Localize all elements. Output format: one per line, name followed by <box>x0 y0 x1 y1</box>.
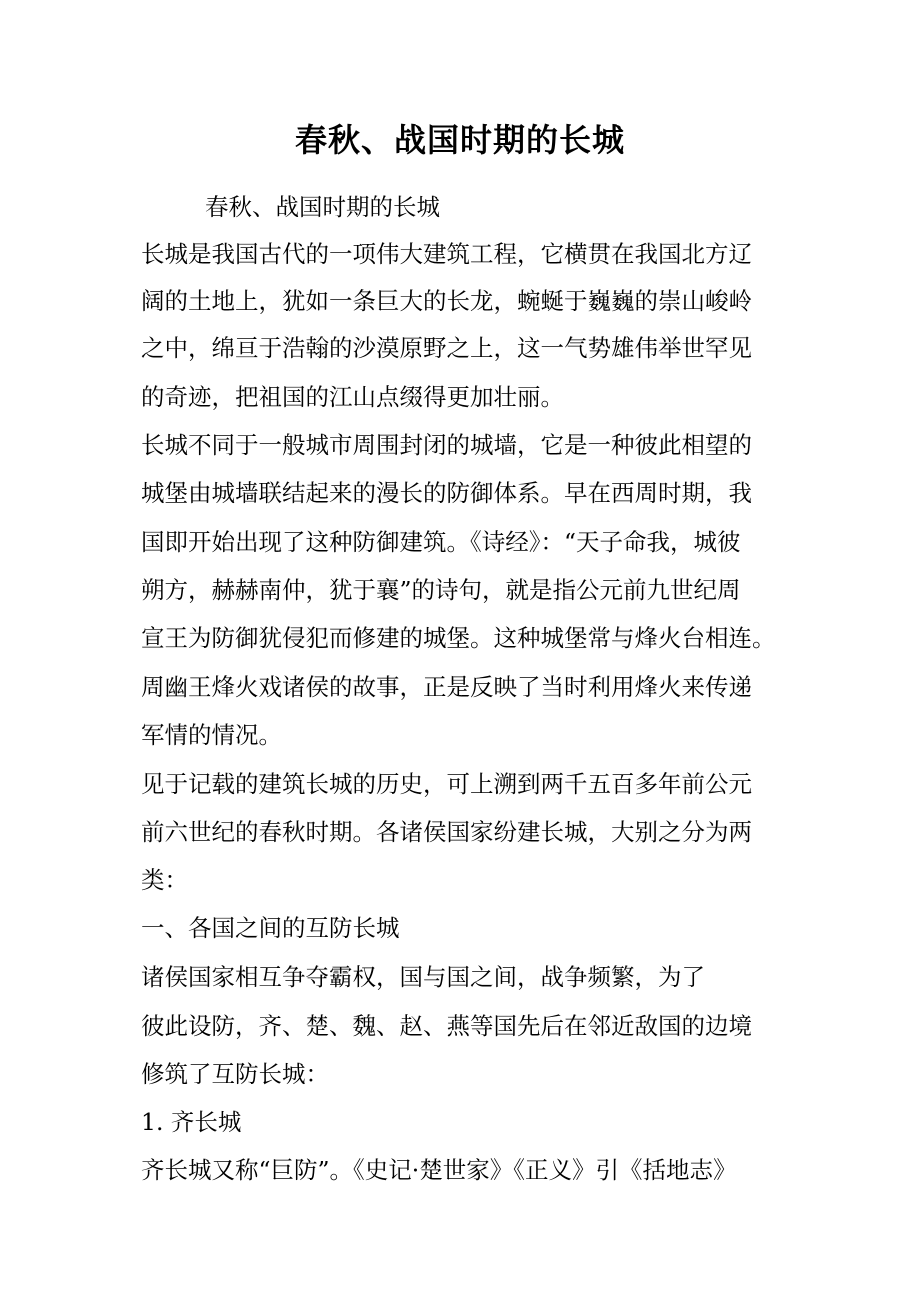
paragraph-line: 彼此设防，齐、楚、魏、赵、燕等国先后在邻近敌国的边境 <box>141 1012 752 1040</box>
paragraph-line: 齐长城又称“巨防”。《史记·楚世家》《正义》引《括地志》 <box>141 1156 737 1184</box>
paragraph-line: 周幽王烽火戏诸侯的故事，正是反映了当时利用烽火来传递 <box>141 673 752 701</box>
paragraph-line: 前六世纪的春秋时期。各诸侯国家纷建长城，大别之分为两 <box>141 818 752 846</box>
paragraph-line: 之中，绵亘于浩翰的沙漠原野之上，这一气势雄伟举世罕见 <box>141 334 752 362</box>
paragraph-line: 修筑了互防长城： <box>141 1060 329 1088</box>
subsection-heading: 1. 齐长城 <box>141 1108 242 1136</box>
paragraph-line: 国即开始出现了这种防御建筑。《诗经》：“天子命我，城彼 <box>141 528 741 556</box>
paragraph-line: 阔的土地上，犹如一条巨大的长龙，蜿蜒于巍巍的崇山峻岭 <box>141 287 752 315</box>
paragraph-line: 类： <box>141 866 188 894</box>
paragraph-line: 长城不同于一般城市周围封闭的城墙，它是一种彼此相望的 <box>141 431 752 459</box>
paragraph-line: 朔方，赫赫南仲，犹于襄”的诗句，就是指公元前九世纪周 <box>141 576 741 604</box>
section-heading: 一、各国之间的互防长城 <box>141 914 400 942</box>
page-title: 春秋、战国时期的长城 <box>294 121 625 159</box>
paragraph-line: 城堡由城墙联结起来的漫长的防御体系。早在西周时期，我 <box>141 479 752 507</box>
paragraph-line: 见于记载的建筑长城的历史，可上溯到两千五百多年前公元 <box>141 770 752 798</box>
paragraph-line: 宣王为防御犹侵犯而修建的城堡。这种城堡常与烽火台相连。 <box>141 624 776 652</box>
paragraph-line: 的奇迹，把祖国的江山点缀得更加壮丽。 <box>141 383 564 411</box>
paragraph-line: 诸侯国家相互争夺霸权，国与国之间，战争频繁，为了 <box>141 963 705 991</box>
paragraph-line: 长城是我国古代的一项伟大建筑工程，它横贯在我国北方辽 <box>141 240 752 268</box>
paragraph-line: 军情的情况。 <box>141 721 282 749</box>
subtitle-line: 春秋、战国时期的长城 <box>205 193 440 221</box>
